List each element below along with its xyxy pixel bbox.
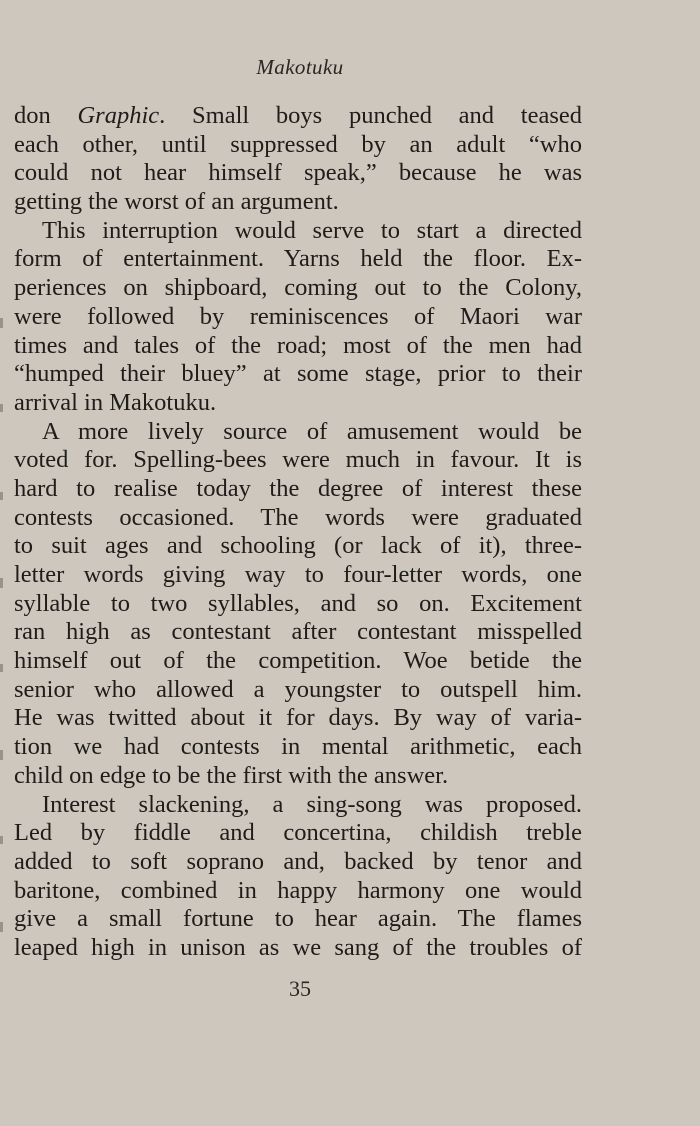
paragraph-start-line: This interruption would serve to start a directed bbox=[42, 216, 582, 244]
text-line: to suit ages and schooling (or lack of it), three- bbox=[14, 532, 582, 560]
text-line: give a small fortune to hear again. The flames bbox=[14, 905, 582, 933]
text-line: getting the worst of an argument. bbox=[14, 188, 339, 216]
text-line: Led by fiddle and concertina, childish treble bbox=[14, 819, 582, 847]
page-header: Makotuku bbox=[256, 55, 344, 79]
body-text bbox=[14, 102, 582, 963]
text-line: added to soft soprano and, backed by tenor and bbox=[14, 847, 582, 875]
binding-edge-mark bbox=[0, 922, 3, 932]
text-fragment: . Small boys punched and teased bbox=[159, 102, 582, 129]
text-line: hard to realise today the degree of interest these bbox=[14, 474, 582, 502]
text-line: could not hear himself speak,” because he was bbox=[14, 159, 582, 187]
text-line: “humped their bluey” at some stage, prior to their bbox=[14, 360, 582, 388]
binding-edge-mark bbox=[0, 578, 3, 588]
binding-edge-mark bbox=[0, 750, 3, 760]
text-line: arrival in Makotuku. bbox=[14, 388, 217, 416]
text-line: child on edge to be the first with the answer. bbox=[14, 761, 449, 789]
text-line: were followed by reminiscences of Maori war bbox=[14, 302, 582, 330]
text-line: voted for. Spelling-bees were much in favour. It is bbox=[14, 446, 582, 474]
text-line: periences on shipboard, coming out to the Colony, bbox=[14, 274, 582, 302]
text-line: ran high as contestant after contestant misspelled bbox=[14, 618, 582, 646]
text-line: He was twitted about it for days. By way of varia- bbox=[14, 704, 582, 732]
text-line: each other, until suppressed by an adult “who bbox=[14, 130, 582, 158]
binding-edge-mark bbox=[0, 836, 3, 844]
binding-edge-mark bbox=[0, 318, 3, 328]
binding-edge-mark bbox=[0, 404, 3, 412]
paragraph-start-line: A more lively source of amusement would be bbox=[42, 417, 582, 445]
text-line: form of entertainment. Yarns held the floor. Ex- bbox=[14, 245, 582, 273]
italic-title: Graphic bbox=[77, 102, 160, 129]
page-number: 35 bbox=[289, 976, 311, 1001]
text-line: himself out of the competition. Woe betide the bbox=[14, 647, 582, 675]
text-line: syllable to two syllables, and so on. Excitement bbox=[14, 589, 582, 617]
text-line: tion we had contests in mental arithmetic, each bbox=[14, 733, 582, 761]
binding-edge-mark bbox=[0, 664, 3, 672]
paragraph-start-line: Interest slackening, a sing-song was proposed. bbox=[42, 790, 582, 818]
text-line: contests occasioned. The words were graduated bbox=[14, 503, 582, 531]
text-line: baritone, combined in happy harmony one would bbox=[14, 876, 582, 904]
text-line: letter words giving way to four-letter words, one bbox=[14, 561, 582, 588]
text-line bbox=[14, 102, 582, 131]
text-fragment: don bbox=[14, 102, 78, 129]
text-line: leaped high in unison as we sang of the troubles of bbox=[14, 933, 582, 961]
text-line: times and tales of the road; most of the men had bbox=[14, 331, 582, 359]
text-line: senior who allowed a youngster to outspell him. bbox=[14, 675, 582, 703]
binding-edge-mark bbox=[0, 492, 3, 500]
